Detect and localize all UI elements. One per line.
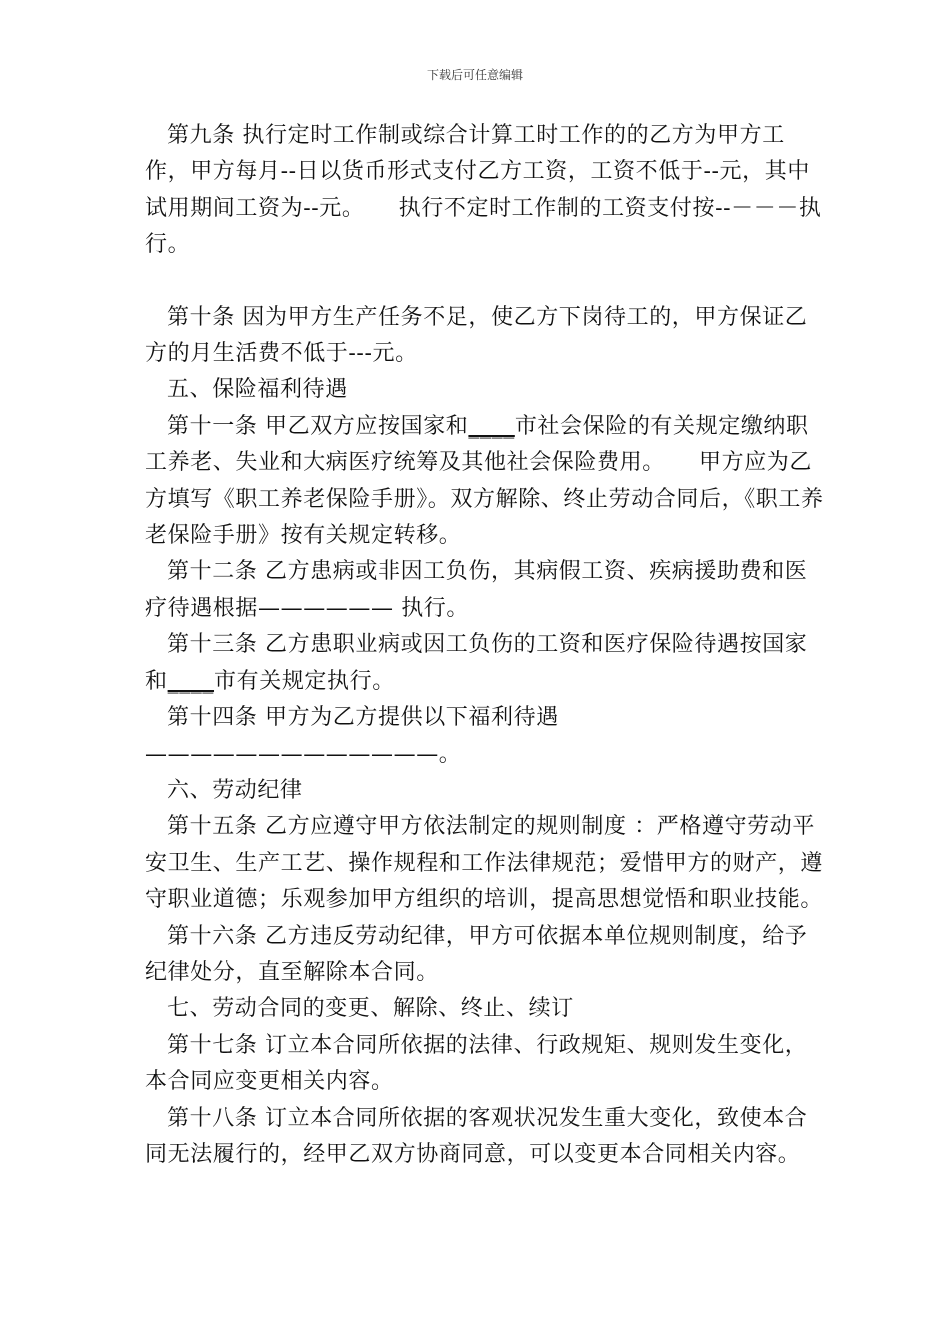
contract-body xyxy=(145,118,825,1173)
fill-in-blank: ____ xyxy=(468,413,515,439)
page-header-note: 下载后可任意编辑 xyxy=(426,68,523,82)
section-heading-6: 六、劳动纪律 xyxy=(167,777,303,803)
article-18: 第十八条 订立本合同所依据的客观状况发生重大变化，致使本合同无法履行的，经甲乙双方协商同意，可以变更本合同相关内容。 xyxy=(145,1105,808,1167)
article-15: 第十五条 乙方应遵守甲方依法制定的规则制度 ：严格遵守劳动平安卫生、生产工艺、操作规程和工作法律规范；爱惜甲方的财产，遵守职业道德；乐观参加甲方组织的培训，提高思想觉悟和职业技能。 xyxy=(145,814,824,913)
article-13-part-1: 第十三条 乙方患职业病或因工负伤的工资和医疗保险待遇按国家和 xyxy=(145,632,808,694)
article-12: 第十二条 乙方患病或非因工负伤，其病假工资、疾病援助费和医疗待遇根据—————— 执行。 xyxy=(145,559,808,621)
article-17: 第十七条 订立本合同所依据的法律、行政规矩、规则发生变化，本合同应变更相关内容。 xyxy=(145,1032,808,1095)
fill-in-blank: ____ xyxy=(167,668,215,694)
article-14: 第十四条 甲方为乙方提供以下福利待遇—————————————。 xyxy=(145,705,559,767)
article-13-part-2: 市有关规定执行。 xyxy=(214,668,395,694)
paragraph-gap xyxy=(145,264,825,300)
article-11-part-2: 市社会保险的有关规定缴纳职工养老、失业和大病医疗统筹及其他社会保险费用。 甲方应为乙方填写《职工养老保险手册》。双方解除、终止劳动合同后，《职工养老保险手册》按有关规定转移。 xyxy=(145,413,824,549)
article-11-part-1: 第十一条 甲乙双方应按国家和 xyxy=(167,413,469,439)
article-16: 第十六条 乙方违反劳动纪律，甲方可依据本单位规则制度，给予纪律处分，直至解除本合同。 xyxy=(145,923,808,985)
article-13 xyxy=(145,627,825,700)
section-heading-5: 五、保险福利待遇 xyxy=(167,377,348,403)
article-10: 第十条 因为甲方生产任务不足，使乙方下岗待工的，甲方保证乙方的月生活费不低于---元。 xyxy=(145,304,808,367)
article-9: 第九条 执行定时工作制或综合计算工时工作的的乙方为甲方工作，甲方每月--日以货币形式支付乙方工资，工资不低于--元，其中试用期间工资为--元。 执行不定时工作制的工资支付按--－－－执行。 xyxy=(145,123,822,258)
section-heading-7: 七、劳动合同的变更、解除、终止、续订 xyxy=(167,996,574,1022)
article-11 xyxy=(145,409,825,555)
